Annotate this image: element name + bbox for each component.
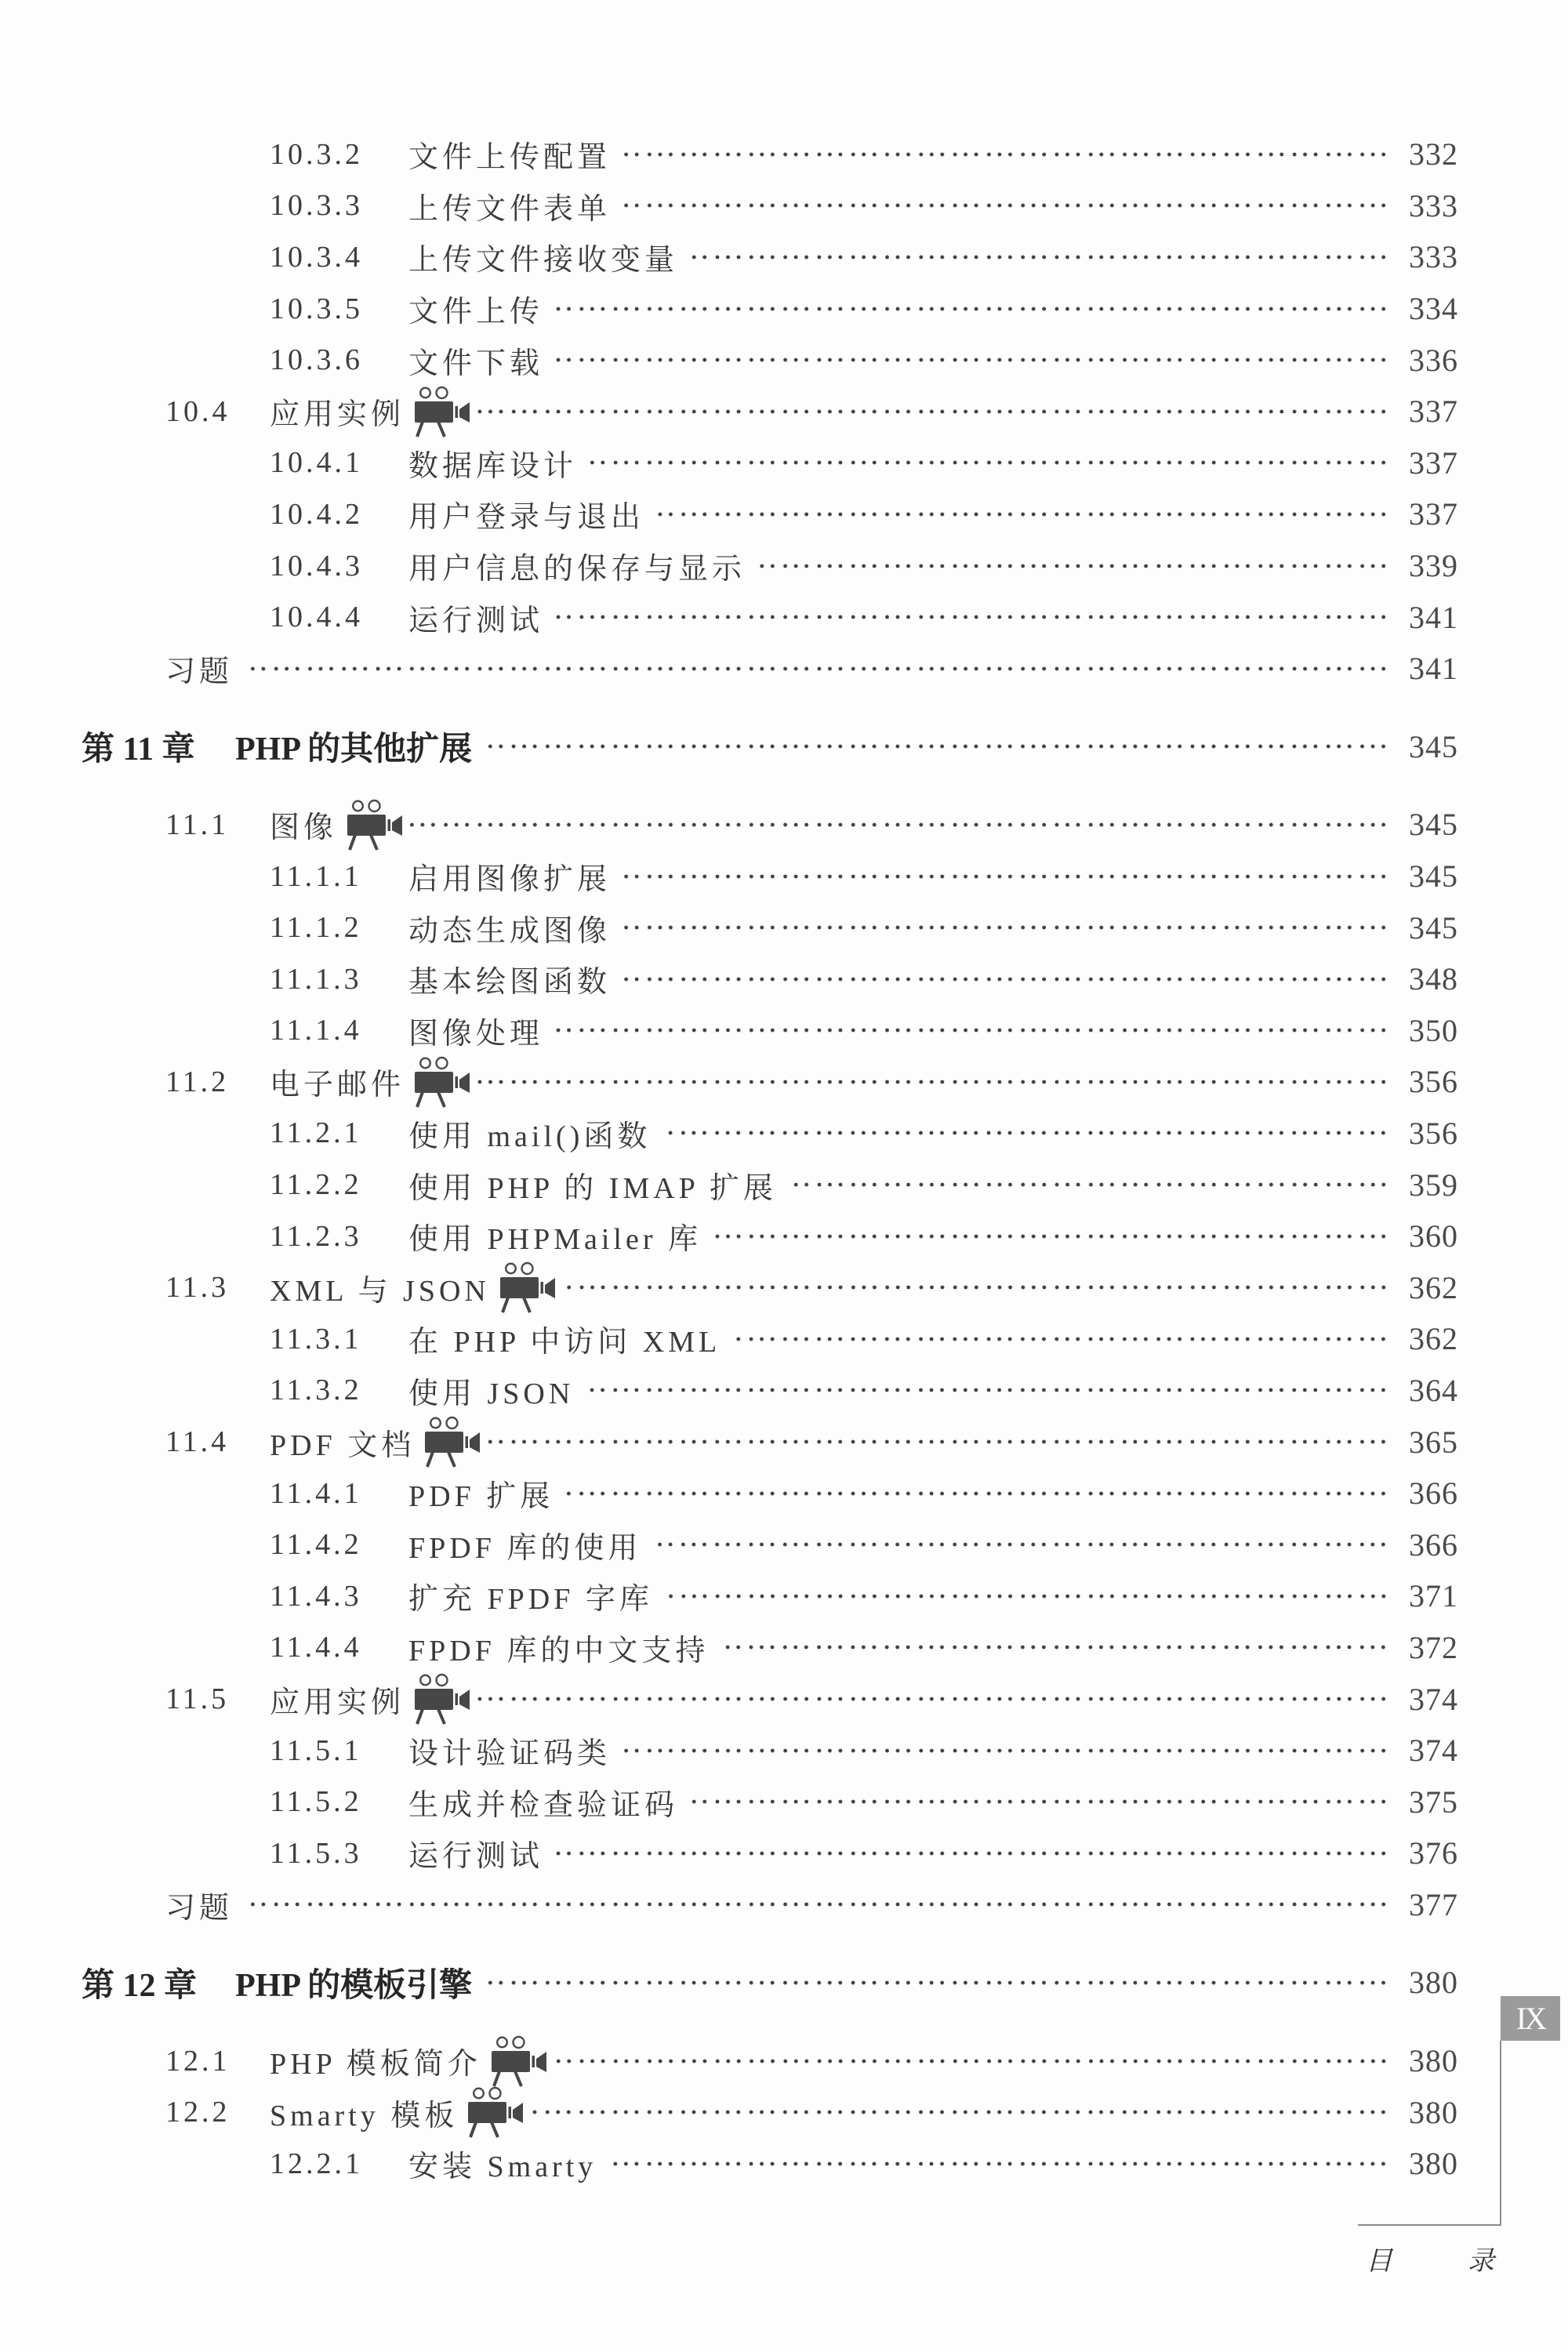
toc-entry-subsection bbox=[0, 1622, 1466, 1674]
running-footer-left: 目 bbox=[1366, 2245, 1392, 2277]
toc-entry-subsection bbox=[0, 1570, 1466, 1622]
dot-leader bbox=[789, 1180, 1389, 1189]
toc-entry-subsection bbox=[0, 591, 1466, 643]
entry-page: 375 bbox=[1409, 1784, 1458, 1820]
entry-title: 上传文件接收变量 bbox=[408, 244, 679, 278]
toc-entry-subsection bbox=[0, 1108, 1466, 1160]
dot-leader bbox=[714, 1232, 1389, 1241]
dot-leader bbox=[245, 1900, 1389, 1909]
entry-page: 365 bbox=[1409, 1424, 1458, 1460]
dot-leader bbox=[623, 975, 1389, 984]
entry-number: 11.4.1 bbox=[270, 1476, 362, 1510]
entry-page: 334 bbox=[1409, 291, 1458, 327]
entry-page: 345 bbox=[1409, 858, 1458, 895]
entry-title: PDF 扩展 bbox=[408, 1480, 554, 1514]
entry-title: 设计验证码类 bbox=[408, 1737, 612, 1771]
page-number-tab: IX bbox=[1501, 1996, 1560, 2041]
entry-number: 11.1.3 bbox=[270, 962, 362, 996]
entry-title: 启用图像扩展 bbox=[408, 863, 612, 897]
toc-entry-exercises bbox=[0, 1879, 1466, 1931]
dot-leader bbox=[654, 1540, 1389, 1549]
dot-leader bbox=[485, 742, 1389, 751]
toc-entry-subsection bbox=[0, 334, 1466, 386]
entry-title: 使用 PHPMailer 库 bbox=[408, 1223, 702, 1257]
entry-title: 使用 PHP 的 IMAP 扩展 bbox=[408, 1171, 777, 1205]
dot-leader bbox=[485, 1978, 1389, 1987]
entry-title: 运行测试 bbox=[408, 1840, 544, 1874]
entry-number: 11.1.1 bbox=[270, 859, 362, 893]
entry-number: 10.4.4 bbox=[270, 601, 363, 634]
dot-leader bbox=[623, 1746, 1389, 1755]
entry-number: 11.5.3 bbox=[270, 1836, 362, 1870]
chapter-title: PHP 的模板引擎 bbox=[235, 1967, 473, 2004]
entry-title: 动态生成图像 bbox=[408, 914, 612, 948]
entry-number: 11.5 bbox=[165, 1682, 230, 1716]
toc-entry-subsection bbox=[0, 953, 1466, 1005]
entry-title: XML 与 JSON bbox=[270, 1274, 490, 1308]
entry-page: 380 bbox=[1409, 2094, 1458, 2130]
toc-entry-subsection bbox=[0, 283, 1466, 335]
entry-page: 333 bbox=[1409, 239, 1458, 275]
entry-page: 380 bbox=[1409, 2146, 1458, 2182]
toc-entry-subsection bbox=[0, 540, 1466, 592]
entry-title: 应用实例 bbox=[270, 1686, 405, 1719]
video-camera-icon bbox=[489, 2035, 549, 2087]
entry-number: 10.3.6 bbox=[270, 343, 363, 377]
entry-title: 图像处理 bbox=[408, 1017, 544, 1051]
entry-title: PHP 模板简介 bbox=[270, 2048, 481, 2082]
dot-leader bbox=[623, 872, 1389, 881]
entry-page: 350 bbox=[1409, 1012, 1458, 1048]
entry-page: 337 bbox=[1409, 496, 1458, 532]
dot-leader bbox=[721, 1642, 1389, 1652]
entry-page: 341 bbox=[1409, 599, 1458, 635]
dot-leader bbox=[477, 1694, 1389, 1704]
entry-page: 345 bbox=[1409, 909, 1458, 946]
entry-title: 应用实例 bbox=[270, 398, 405, 432]
entry-page: 333 bbox=[1409, 187, 1458, 223]
toc-entry-subsection bbox=[0, 129, 1466, 180]
entry-number: 11.5.1 bbox=[270, 1733, 362, 1767]
running-footer-right: 录 bbox=[1468, 2245, 1494, 2277]
footer-horizontal-rule bbox=[1358, 2224, 1501, 2226]
toc-entry-subsection bbox=[0, 2138, 1466, 2190]
toc-entry-section bbox=[0, 1056, 1466, 1108]
video-camera-icon bbox=[412, 1056, 472, 1108]
entry-title: 文件上传配置 bbox=[408, 141, 612, 175]
chapter-number: 第 11 章 bbox=[82, 731, 195, 768]
entry-number: 11.4.3 bbox=[270, 1579, 362, 1613]
entry-number: 11.1.4 bbox=[270, 1014, 362, 1047]
toc-entry-subsection bbox=[0, 1776, 1466, 1828]
entry-number: 10.3.2 bbox=[270, 137, 363, 171]
entry-number: 11.4 bbox=[165, 1425, 230, 1459]
dot-leader bbox=[609, 2159, 1389, 2169]
toc-entry-chapter bbox=[0, 721, 1466, 773]
entry-page: 372 bbox=[1409, 1629, 1458, 1665]
entry-number: 11.3 bbox=[165, 1271, 230, 1305]
toc-entry-subsection bbox=[0, 1468, 1466, 1519]
dot-leader bbox=[733, 1334, 1389, 1344]
video-camera-icon bbox=[423, 1416, 482, 1468]
dot-leader bbox=[245, 664, 1389, 673]
entry-number: 11.2 bbox=[165, 1065, 230, 1098]
entry-title: 基本绘图函数 bbox=[408, 966, 612, 1000]
dot-leader bbox=[556, 304, 1389, 314]
video-camera-icon bbox=[498, 1261, 557, 1313]
entry-title: 在 PHP 中访问 XML bbox=[408, 1326, 721, 1359]
toc-entry-subsection bbox=[0, 1159, 1466, 1210]
entry-title: 数据库设计 bbox=[408, 449, 578, 483]
entry-page: 339 bbox=[1409, 548, 1458, 584]
toc-entry-subsection bbox=[0, 902, 1466, 953]
entry-title: 扩充 FPDF 字库 bbox=[408, 1583, 653, 1617]
entry-page: 360 bbox=[1409, 1218, 1458, 1254]
entry-title: FPDF 库的中文支持 bbox=[408, 1634, 710, 1668]
dot-leader bbox=[657, 510, 1389, 519]
entry-title: 使用 JSON bbox=[408, 1377, 575, 1410]
entry-title: 用户信息的保存与显示 bbox=[408, 553, 746, 586]
entry-number: 11.5.2 bbox=[270, 1785, 362, 1819]
entry-page: 366 bbox=[1409, 1526, 1458, 1563]
toc-entry-subsection bbox=[0, 1828, 1466, 1879]
entry-number: 10.4.2 bbox=[270, 497, 363, 531]
toc-entry-subsection bbox=[0, 1005, 1466, 1057]
toc-entry-section bbox=[0, 799, 1466, 851]
entry-page: 337 bbox=[1409, 445, 1458, 481]
entry-page: 362 bbox=[1409, 1321, 1458, 1357]
video-camera-icon bbox=[412, 1673, 472, 1725]
entry-page: 366 bbox=[1409, 1475, 1458, 1512]
dot-leader bbox=[663, 1128, 1389, 1138]
footer-vertical-rule bbox=[1500, 2041, 1501, 2226]
dot-leader bbox=[556, 612, 1389, 622]
entry-number: 11.4.4 bbox=[270, 1631, 362, 1664]
entry-page: 380 bbox=[1409, 2043, 1458, 2079]
dot-leader bbox=[691, 252, 1389, 262]
entry-number: 11.1 bbox=[165, 808, 230, 841]
toc-entry-section bbox=[0, 1416, 1466, 1468]
entry-page: 345 bbox=[1409, 728, 1458, 764]
dot-leader bbox=[623, 201, 1389, 210]
entry-number: 10.4 bbox=[165, 394, 230, 428]
toc-entry-subsection bbox=[0, 231, 1466, 283]
dot-leader bbox=[666, 1592, 1389, 1601]
toc-entry-section bbox=[0, 1673, 1466, 1725]
toc-entry-section bbox=[0, 2086, 1466, 2138]
entry-page: 356 bbox=[1409, 1064, 1458, 1100]
toc-entry-subsection bbox=[0, 1365, 1466, 1417]
video-camera-icon bbox=[466, 2086, 525, 2138]
entry-number: 11.3.2 bbox=[270, 1374, 362, 1407]
entry-title: 电子邮件 bbox=[270, 1069, 405, 1102]
dot-leader bbox=[556, 355, 1389, 365]
entry-page: 362 bbox=[1409, 1269, 1458, 1305]
dot-leader bbox=[586, 1385, 1389, 1395]
dot-leader bbox=[556, 1025, 1389, 1035]
toc-entry-section bbox=[0, 2035, 1466, 2087]
dot-leader bbox=[530, 2107, 1389, 2117]
dot-leader bbox=[566, 1489, 1389, 1498]
toc-entry-chapter bbox=[0, 1957, 1466, 2009]
entry-title: 文件下载 bbox=[408, 347, 544, 380]
entry-page: 345 bbox=[1409, 807, 1458, 843]
chapter-title: PHP 的其他扩展 bbox=[235, 731, 473, 768]
entry-title: PDF 文档 bbox=[270, 1428, 416, 1462]
toc-entry-section bbox=[0, 1261, 1466, 1313]
entry-title: 生成并检查验证码 bbox=[408, 1788, 679, 1822]
table-of-contents bbox=[0, 129, 1466, 2190]
entry-title: 习题 bbox=[165, 655, 234, 689]
dot-leader bbox=[590, 458, 1389, 467]
entry-number: 10.4.1 bbox=[270, 446, 363, 480]
dot-leader bbox=[477, 407, 1389, 416]
entry-page: 356 bbox=[1409, 1115, 1458, 1151]
toc-entry-section bbox=[0, 386, 1466, 437]
entry-number: 10.3.3 bbox=[270, 189, 363, 223]
dot-leader bbox=[554, 2056, 1389, 2066]
entry-page: 380 bbox=[1409, 1965, 1458, 2001]
chapter-number: 第 12 章 bbox=[82, 1967, 198, 2004]
entry-number: 11.1.2 bbox=[270, 911, 362, 945]
entry-page: 377 bbox=[1409, 1886, 1458, 1922]
toc-entry-subsection bbox=[0, 1725, 1466, 1777]
entry-number: 11.3.1 bbox=[270, 1322, 362, 1356]
entry-page: 364 bbox=[1409, 1372, 1458, 1408]
entry-number: 10.4.3 bbox=[270, 549, 363, 583]
entry-page: 336 bbox=[1409, 342, 1458, 378]
entry-page: 371 bbox=[1409, 1578, 1458, 1614]
entry-title: 上传文件表单 bbox=[408, 192, 612, 226]
toc-entry-subsection bbox=[0, 1313, 1466, 1365]
dot-leader bbox=[562, 1283, 1389, 1292]
dot-leader bbox=[409, 820, 1389, 829]
entry-number: 11.2.3 bbox=[270, 1219, 362, 1253]
dot-leader bbox=[623, 923, 1389, 932]
entry-page: 374 bbox=[1409, 1681, 1458, 1717]
entry-page: 337 bbox=[1409, 394, 1458, 430]
entry-number: 11.4.2 bbox=[270, 1528, 362, 1562]
entry-title: 安装 Smarty bbox=[408, 2151, 597, 2184]
dot-leader bbox=[623, 150, 1389, 159]
entry-number: 12.2 bbox=[165, 2096, 230, 2129]
toc-entry-subsection bbox=[0, 1519, 1466, 1570]
toc-entry-subsection bbox=[0, 1210, 1466, 1262]
entry-title: 运行测试 bbox=[408, 604, 544, 637]
entry-number: 12.1 bbox=[165, 2044, 230, 2078]
dot-leader bbox=[487, 1437, 1389, 1446]
entry-number: 11.2.2 bbox=[270, 1168, 362, 1202]
toc-entry-subsection bbox=[0, 437, 1466, 489]
entry-page: 332 bbox=[1409, 136, 1458, 172]
entry-title: 图像 bbox=[270, 811, 338, 845]
entry-title: 习题 bbox=[165, 1891, 234, 1925]
entry-number: 10.3.4 bbox=[270, 240, 363, 274]
toc-entry-exercises bbox=[0, 643, 1466, 695]
entry-title: 用户登录与退出 bbox=[408, 501, 645, 535]
toc-entry-subsection bbox=[0, 180, 1466, 232]
entry-page: 348 bbox=[1409, 961, 1458, 997]
dot-leader bbox=[477, 1077, 1389, 1087]
entry-number: 12.2.1 bbox=[270, 2147, 363, 2180]
entry-title: FPDF 库的使用 bbox=[408, 1531, 642, 1565]
entry-title: 文件上传 bbox=[408, 296, 544, 329]
dot-leader bbox=[556, 1849, 1389, 1858]
entry-page: 341 bbox=[1409, 651, 1458, 687]
entry-title: Smarty 模板 bbox=[270, 2099, 459, 2132]
entry-title: 使用 mail()函数 bbox=[408, 1120, 652, 1153]
video-camera-icon bbox=[412, 386, 472, 437]
entry-page: 359 bbox=[1409, 1167, 1458, 1203]
dot-leader bbox=[758, 561, 1389, 571]
entry-number: 11.2.1 bbox=[270, 1116, 362, 1150]
toc-entry-subsection bbox=[0, 488, 1466, 540]
entry-page: 374 bbox=[1409, 1733, 1458, 1769]
dot-leader bbox=[691, 1797, 1389, 1806]
video-camera-icon bbox=[345, 799, 405, 851]
entry-number: 10.3.5 bbox=[270, 292, 363, 325]
entry-page: 376 bbox=[1409, 1835, 1458, 1871]
toc-entry-subsection bbox=[0, 851, 1466, 902]
